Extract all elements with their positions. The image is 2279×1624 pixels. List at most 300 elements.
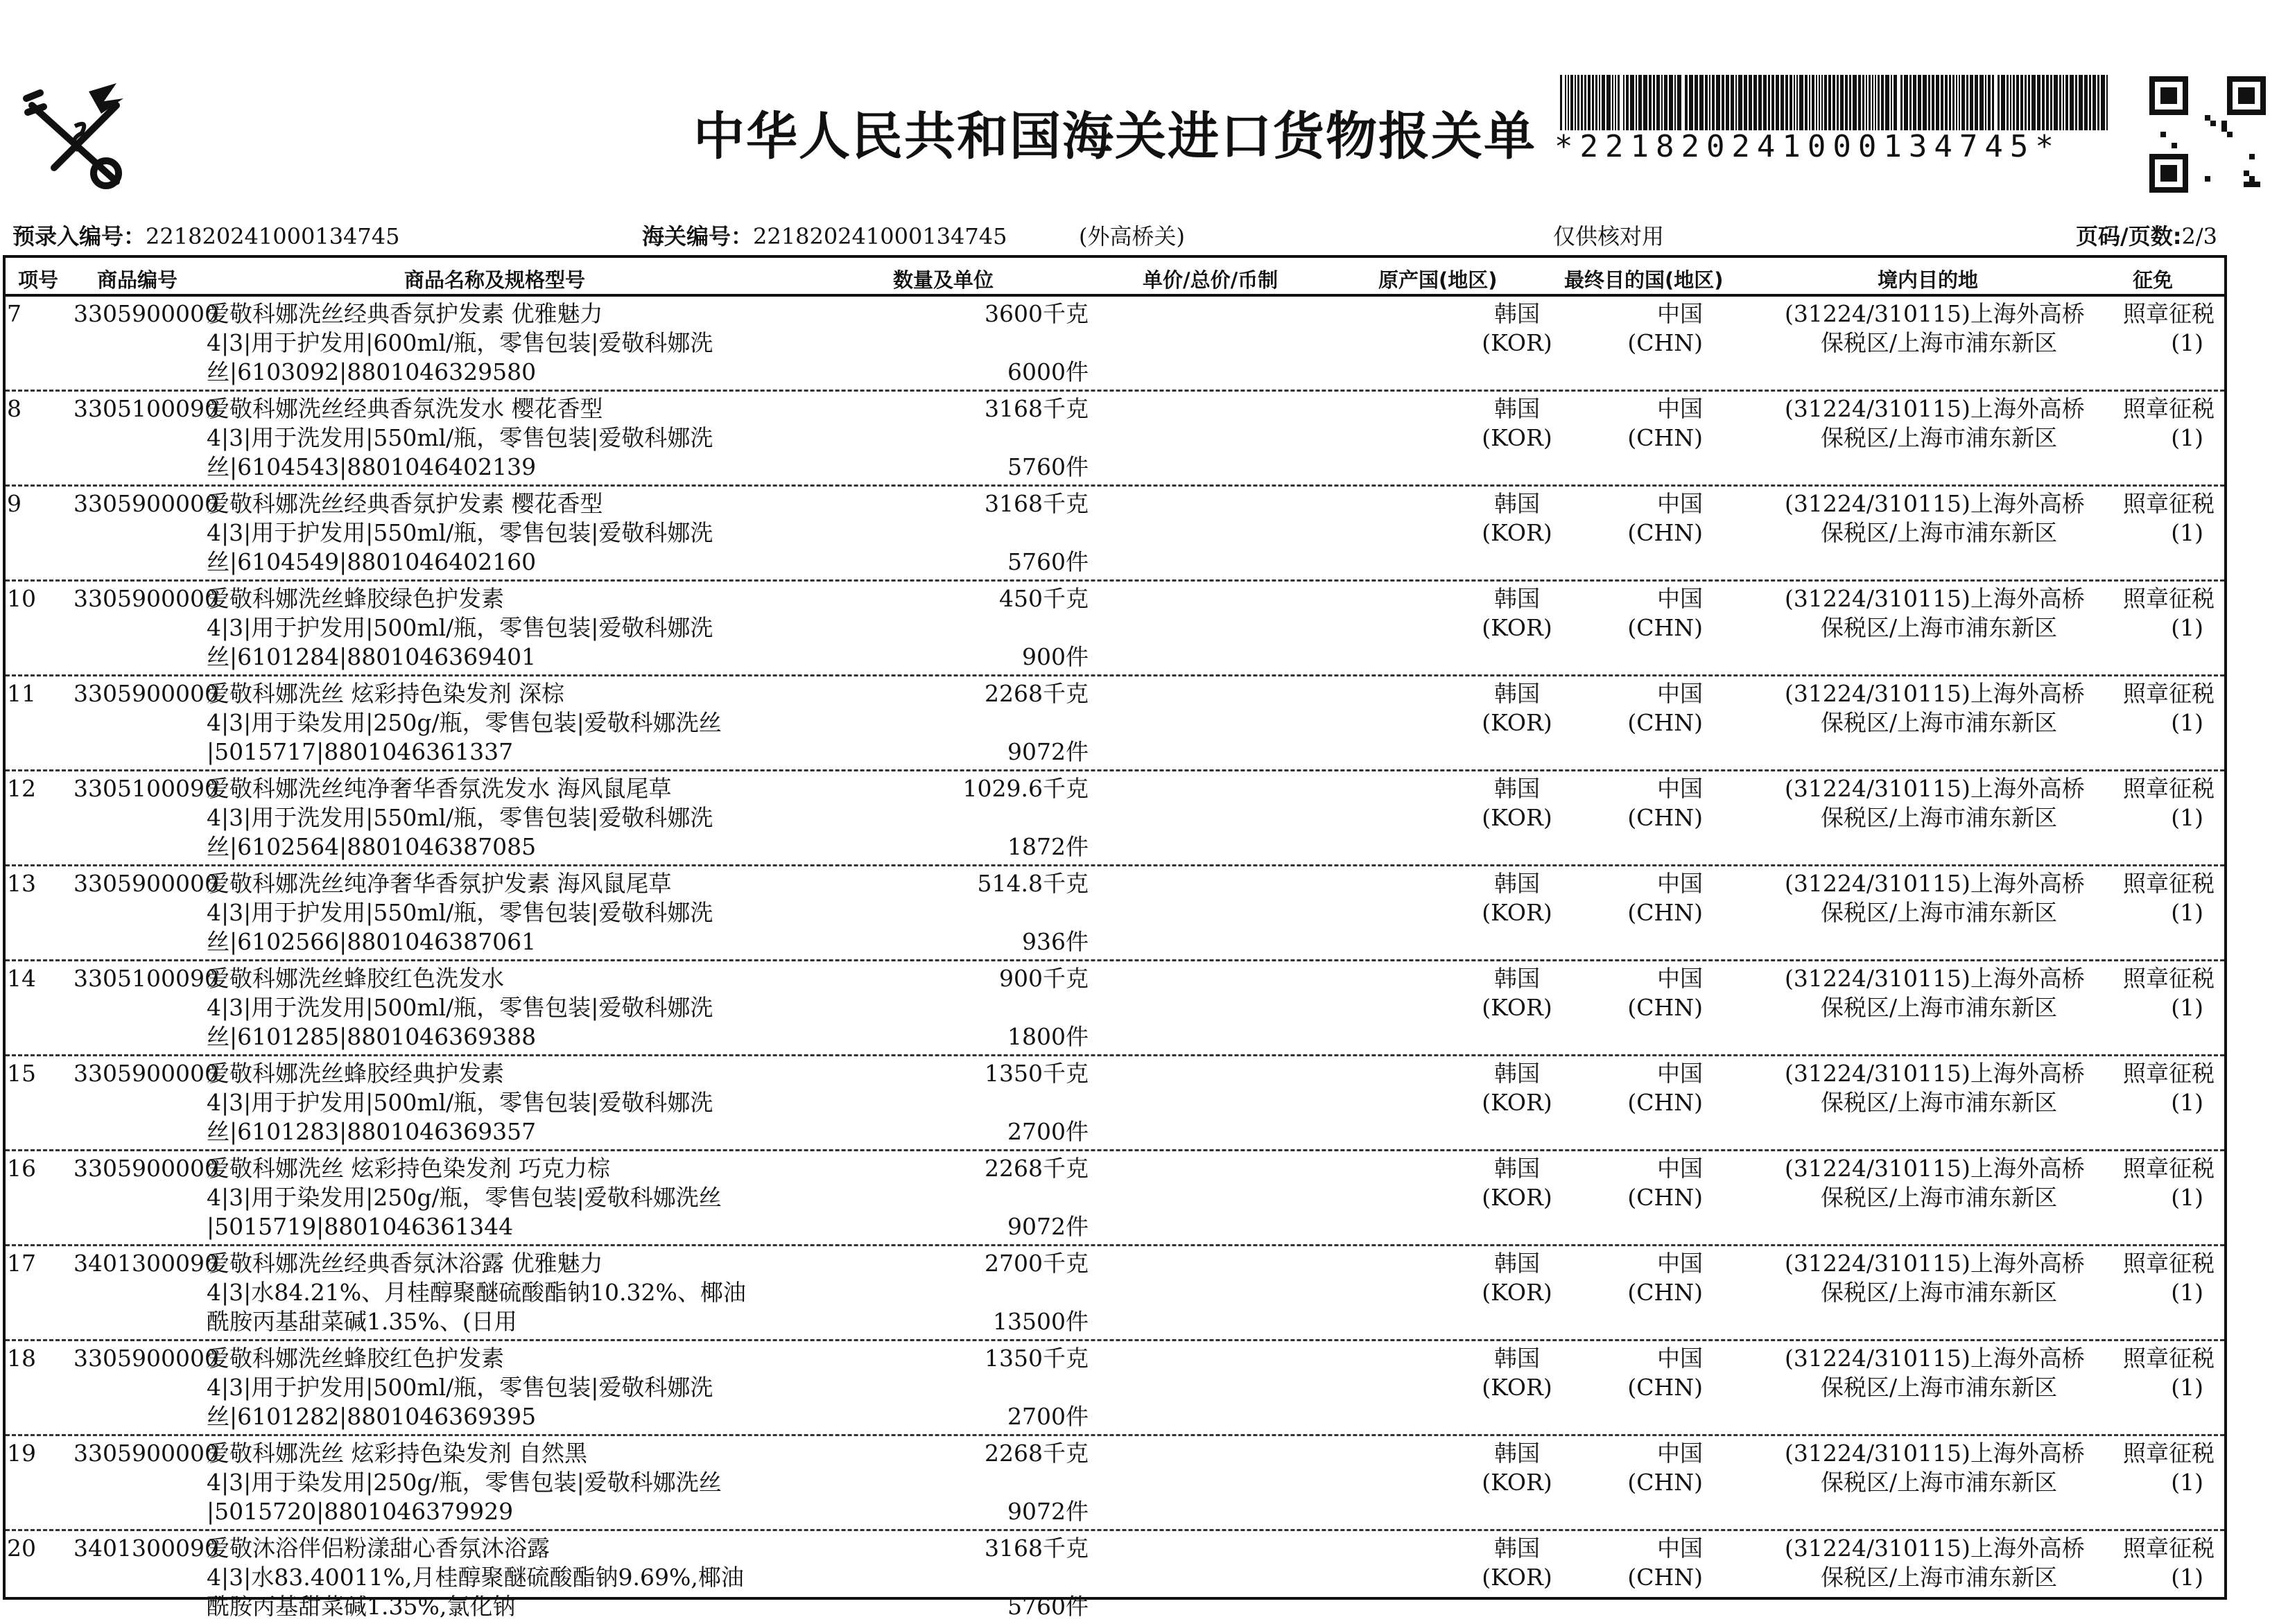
product-name: 爱敬科娜洗丝经典香氛护发素 樱花香型 [207,490,603,517]
qr-module [2160,132,2166,137]
domestic-destination-line2: 保税区/上海市浦东新区 [1821,899,2058,926]
barcode-bar [1709,75,1710,130]
destination-country-code: (CHN) [1627,804,1703,831]
barcode-bar [2046,75,2049,130]
product-spec-line2: 丝|6101282|8801046369395 [207,1403,537,1430]
barcode-bar [1858,75,1861,130]
domestic-destination-line2: 保税区/上海市浦东新区 [1821,1279,2058,1306]
destination-country: 中国 [1657,1440,1703,1467]
levy-method: 照章征税 [2123,1440,2215,1467]
barcode-bar [1913,75,1916,130]
barcode-bar [1785,75,1788,130]
table-row [6,866,2224,961]
table-row [6,961,2224,1056]
document-title: 中华人民共和国海关进口货物报关单 [693,107,1536,166]
barcode-bar [2070,75,2074,130]
barcode-bar [1689,75,1693,130]
product-name: 爱敬科娜洗丝蜂胶经典护发素 [207,1060,504,1087]
product-spec-line2: 丝|6101283|8801046369357 [207,1118,537,1145]
item-no: 12 [7,775,36,802]
destination-country-code: (CHN) [1627,614,1703,641]
commodity-code: 3305900000 [73,1440,219,1467]
barcode-bar [1735,75,1737,130]
domestic-destination-line1: (31224/310115)上海外高桥 [1785,1060,2085,1087]
barcode-bar [1966,75,1968,130]
barcode-bar [2075,75,2077,130]
barcode-bar [1812,75,1814,130]
item-no: 10 [7,585,36,612]
barcode-bar [1560,75,1562,130]
origin-country-code: (KOR) [1482,1089,1552,1116]
barcode-bar [1816,75,1817,130]
destination-country-code: (CHN) [1627,899,1703,926]
barcode-bar [1970,75,1973,130]
product-spec-line1: 4|3|用于护发用|500ml/瓶，零售包装|爱敬科娜洗 [207,614,713,641]
levy-method: 照章征税 [2123,1155,2215,1182]
commodity-code: 3305100090 [73,395,219,422]
domestic-destination-line2: 保税区/上海市浦东新区 [1821,804,2058,831]
commodity-code: 3305900000 [73,300,219,327]
origin-country: 韩国 [1494,585,1540,612]
barcode-bar [1753,75,1757,130]
barcode-bar [2079,75,2083,130]
barcode-bar [1891,75,1892,130]
destination-country: 中国 [1657,395,1703,422]
levy-method: 照章征税 [2123,585,2215,612]
barcode-bar [1664,75,1667,130]
item-no: 13 [7,870,36,897]
product-spec-line2: |5015717|8801046361337 [207,738,514,765]
domestic-destination-line2: 保税区/上海市浦东新区 [1821,614,2058,641]
origin-country-code: (KOR) [1482,424,1552,451]
origin-country: 韩国 [1494,1535,1540,1562]
barcode-bar [1872,75,1873,130]
barcode-bar [1923,75,1927,130]
product-name: 爱敬科娜洗丝纯净奢华香氛洗发水 海风鼠尾草 [207,775,672,802]
barcode-bar [1959,75,1960,130]
barcode-bar [1904,75,1908,130]
barcode-bar [1705,75,1708,130]
origin-country: 韩国 [1494,490,1540,517]
levy-code: (1) [2171,1469,2203,1496]
barcode-bar [1985,75,1986,130]
quantity-weight: 2268千克 [985,1440,1089,1467]
page-value: 2/3 [2181,223,2217,250]
table-row [6,1436,2224,1531]
quantity-weight: 1350千克 [985,1345,1089,1372]
product-spec-line2: |5015719|8801046361344 [207,1213,514,1240]
barcode-icon [1560,75,2108,130]
item-no: 16 [7,1155,36,1182]
domestic-destination-line1: (31224/310115)上海外高桥 [1785,680,2085,707]
commodity-code: 3305900000 [73,1155,219,1182]
qr-module [2160,165,2177,182]
levy-code: (1) [2171,709,2203,736]
col-commodity-code: 商品编号 [97,268,178,292]
barcode-bar [1799,75,1803,130]
table-row [6,1056,2224,1151]
product-spec-line1: 4|3|用于染发用|250g/瓶，零售包装|爱敬科娜洗丝 [207,709,722,736]
origin-country: 韩国 [1494,395,1540,422]
barcode-bar [1699,75,1704,130]
customs-value: 221820241000134745 [753,223,1007,250]
customs-number [642,219,1007,251]
table-body [6,297,2224,1624]
product-spec-line2: 丝|6104549|8801046402160 [207,548,537,575]
commodity-code: 3305100090 [73,775,219,802]
barcode-bar [1612,75,1613,130]
quantity-weight: 3168千克 [985,395,1089,422]
quantity-pieces: 2700件 [1007,1118,1089,1145]
col-destination-country: 最终目的国(地区) [1564,268,1724,292]
product-spec-line2: |5015720|8801046379929 [207,1498,514,1525]
item-no: 14 [7,965,36,992]
col-price-currency: 单价/总价/币制 [1143,268,1279,292]
product-spec-line1: 4|3|用于洗发用|550ml/瓶，零售包装|爱敬科娜洗 [207,424,713,451]
barcode-bar [2013,75,2015,130]
origin-country-code: (KOR) [1482,614,1552,641]
barcode-bar [1936,75,1939,130]
quantity-pieces: 13500件 [993,1308,1089,1335]
product-name: 爱敬科娜洗丝 炫彩持色染发剂 巧克力棕 [207,1155,610,1182]
barcode-bar [1685,75,1688,130]
barcode-bar [1763,75,1767,130]
barcode-bar [1618,75,1620,130]
levy-code: (1) [2171,1564,2203,1591]
barcode-bar [2092,75,2096,130]
origin-country-code: (KOR) [1482,1564,1552,1591]
barcode-bar [1738,75,1742,130]
destination-country: 中国 [1657,300,1703,327]
domestic-destination-line1: (31224/310115)上海外高桥 [1785,490,2085,517]
destination-country-code: (CHN) [1627,424,1703,451]
commodity-code: 3305900000 [73,680,219,707]
destination-country: 中国 [1657,1250,1703,1277]
barcode-bar [1956,75,1957,130]
quantity-pieces: 936件 [1022,928,1089,955]
col-item-no: 项号 [18,268,59,292]
barcode-bar [1595,75,1597,130]
destination-country-code: (CHN) [1627,1564,1703,1591]
barcode-bar [2050,75,2052,130]
barcode-bar [2101,75,2105,130]
destination-country-code: (CHN) [1627,519,1703,546]
table-row [6,487,2224,582]
qr-code-icon [2149,76,2266,193]
barcode-bar [1638,75,1642,130]
barcode-bar [1653,75,1655,130]
item-no: 7 [7,300,21,327]
barcode-bar [2065,75,2068,130]
barcode-bar [2010,75,2011,130]
barcode-bar [1941,75,1943,130]
barcode-bar [1961,75,1965,130]
barcode-bar [1677,75,1681,130]
barcode-bar [1643,75,1647,130]
commodity-code: 3305900000 [73,1345,219,1372]
barcode-bar [1809,75,1810,130]
levy-method: 照章征税 [2123,395,2215,422]
barcode-bar [1758,75,1762,130]
table-header [6,258,2224,297]
barcode-bar [1565,75,1566,130]
quantity-weight: 3168千克 [985,1535,1089,1562]
commodity-code: 3305900000 [73,1060,219,1087]
levy-code: (1) [2171,1374,2203,1401]
barcode-bar [1636,75,1637,130]
barcode-bar [1768,75,1770,130]
barcode-bar [1606,75,1611,130]
item-no: 18 [7,1345,36,1372]
barcode-bar [1712,75,1715,130]
levy-method: 照章征税 [2123,870,2215,897]
qr-module [2244,171,2249,176]
barcode-bar [1649,75,1652,130]
quantity-weight: 1350千克 [985,1060,1089,1087]
origin-country: 韩国 [1494,680,1540,707]
origin-country: 韩国 [1494,1440,1540,1467]
barcode-bar [1824,75,1827,130]
barcode-bar [1885,75,1889,130]
origin-country-code: (KOR) [1482,899,1552,926]
levy-method: 照章征税 [2123,1535,2215,1562]
product-spec-line2: 丝|6102564|8801046387085 [207,833,537,860]
destination-country-code: (CHN) [1627,1469,1703,1496]
levy-code: (1) [2171,804,2203,831]
domestic-destination-line1: (31224/310115)上海外高桥 [1785,1155,2085,1182]
quantity-weight: 2700千克 [985,1250,1089,1277]
destination-country: 中国 [1657,680,1703,707]
origin-country: 韩国 [1494,1345,1540,1372]
barcode-bar [1992,75,1994,130]
barcode-bar [1862,75,1864,130]
barcode-bar [1828,75,1831,130]
barcode-bar [1790,75,1792,130]
col-levy: 征免 [2133,268,2174,292]
destination-country-code: (CHN) [1627,709,1703,736]
domestic-destination-line2: 保税区/上海市浦东新区 [1821,1564,2058,1591]
barcode-bar [1894,75,1897,130]
domestic-destination-line2: 保税区/上海市浦东新区 [1821,329,2058,356]
page-label: 页码/页数: [2076,223,2182,250]
levy-code: (1) [2171,899,2203,926]
origin-country-code: (KOR) [1482,804,1552,831]
domestic-destination-line1: (31224/310115)上海外高桥 [1785,585,2085,612]
commodity-code: 3305100090 [73,965,219,992]
qr-module [2221,126,2227,132]
domestic-destination-line2: 保税区/上海市浦东新区 [1821,1374,2058,1401]
destination-country-code: (CHN) [1627,329,1703,356]
barcode-bar [1780,75,1784,130]
barcode-bar [1866,75,1867,130]
product-spec-line1: 4|3|用于护发用|550ml/瓶，零售包装|爱敬科娜洗 [207,519,713,546]
product-name: 爱敬科娜洗丝经典香氛沐浴露 优雅魅力 [207,1250,603,1277]
barcode-bar [1592,75,1594,130]
quantity-pieces: 9072件 [1007,1498,1089,1525]
barcode-bar [1695,75,1698,130]
preentry-value: 221820241000134745 [146,223,400,250]
domestic-destination-line1: (31224/310115)上海外高桥 [1785,300,2085,327]
col-domestic-destination: 境内目的地 [1878,268,1979,292]
item-no: 19 [7,1440,36,1467]
barcode-bar [1928,75,1930,130]
levy-code: (1) [2171,614,2203,641]
barcode-bar [1588,75,1591,130]
barcode-bar [1716,75,1720,130]
commodity-code: 3305900000 [73,870,219,897]
barcode-bar [1584,75,1586,130]
barcode-bar [1979,75,1984,130]
table-row [6,1341,2224,1436]
quantity-weight: 1029.6千克 [962,775,1089,802]
origin-country: 韩国 [1494,965,1540,992]
barcode-bar [1674,75,1676,130]
barcode-bar [1661,75,1663,130]
preentry-number [12,219,399,251]
barcode-bar [1869,75,1871,130]
page-number [2076,219,2217,251]
qr-module [2244,182,2249,187]
table-row [6,1531,2224,1624]
barcode-bar [2001,75,2005,130]
product-spec-line2: 丝|6103092|8801046329580 [207,358,537,385]
product-spec-line1: 4|3|用于洗发用|550ml/瓶，零售包装|爱敬科娜洗 [207,804,713,831]
destination-country-code: (CHN) [1627,1089,1703,1116]
origin-country-code: (KOR) [1482,1374,1552,1401]
barcode-text: *221820241000134745* [1554,129,2061,164]
product-name: 爱敬科娜洗丝蜂胶绿色护发素 [207,585,504,612]
product-name: 爱敬科娜洗丝蜂胶红色洗发水 [207,965,504,992]
product-name: 爱敬科娜洗丝经典香氛洗发水 樱花香型 [207,395,603,422]
domestic-destination-line2: 保税区/上海市浦东新区 [1821,994,2058,1021]
barcode-bar [1881,75,1884,130]
barcode-bar [2084,75,2088,130]
levy-method: 照章征税 [2123,1060,2215,1087]
levy-code: (1) [2171,329,2203,356]
table-row [6,1246,2224,1341]
destination-country: 中国 [1657,965,1703,992]
qr-module [2205,176,2210,182]
quantity-weight: 900千克 [999,965,1089,992]
barcode-bar [2042,75,2045,130]
barcode-bar [1726,75,1729,130]
quantity-weight: 2268千克 [985,680,1089,707]
product-name: 爱敬沐浴伴侣粉漾甜心香氛沐浴露 [207,1535,550,1562]
quantity-pieces: 5760件 [1007,548,1089,575]
barcode-bar [1875,75,1876,130]
barcode-bar [1918,75,1921,130]
barcode-bar [1845,75,1848,130]
commodity-code: 3401300090 [73,1250,219,1277]
customs-emblem-icon [12,78,137,202]
barcode-bar [1776,75,1779,130]
quantity-pieces: 9072件 [1007,738,1089,765]
domestic-destination-line2: 保税区/上海市浦东新区 [1821,519,2058,546]
origin-country-code: (KOR) [1482,1469,1552,1496]
product-spec-line1: 4|3|用于护发用|600ml/瓶，零售包装|爱敬科娜洗 [207,329,713,356]
destination-country: 中国 [1657,1155,1703,1182]
barcode-bar [1577,75,1579,130]
levy-method: 照章征税 [2123,1250,2215,1277]
origin-country-code: (KOR) [1482,519,1552,546]
levy-method: 照章征税 [2123,300,2215,327]
domestic-destination-line1: (31224/310115)上海外高桥 [1785,1250,2085,1277]
barcode-bar [1945,75,1948,130]
barcode-bar [1599,75,1600,130]
barcode-bar [2097,75,2099,130]
barcode-bar [1909,75,1912,130]
product-spec-line1: 4|3|用于洗发用|500ml/瓶，零售包装|爱敬科娜洗 [207,994,713,1021]
barcode-bar [1988,75,1991,130]
barcode-bar [1626,75,1629,130]
product-spec-line1: 4|3|用于染发用|250g/瓶，零售包装|爱敬科娜洗丝 [207,1469,722,1496]
destination-country: 中国 [1657,870,1703,897]
product-name: 爱敬科娜洗丝 炫彩持色染发剂 深棕 [207,680,564,707]
domestic-destination-line2: 保税区/上海市浦东新区 [1821,709,2058,736]
barcode-bar [1853,75,1857,130]
destination-country: 中国 [1657,1535,1703,1562]
product-spec-line1: 4|3|水83.40011%,月桂醇聚醚硫酸酯钠9.69%,椰油 [207,1564,744,1591]
quantity-pieces: 1872件 [1007,833,1089,860]
domestic-destination-line1: (31224/310115)上海外高桥 [1785,965,2085,992]
destination-country-code: (CHN) [1627,1374,1703,1401]
destination-country: 中国 [1657,585,1703,612]
qr-module [2205,115,2210,121]
quantity-pieces: 900件 [1022,643,1089,670]
col-origin-country: 原产国(地区) [1378,268,1498,292]
barcode-bar [1932,75,1934,130]
product-spec-line1: 4|3|用于护发用|500ml/瓶，零售包装|爱敬科娜洗 [207,1089,713,1116]
barcode-bar [1568,75,1569,130]
qr-module [2249,176,2255,182]
customs-label: 海关编号： [642,223,754,250]
levy-code: (1) [2171,1089,2203,1116]
barcode-bar [1837,75,1839,130]
barcode-bar [1731,75,1734,130]
levy-method: 照章征税 [2123,490,2215,517]
quantity-weight: 3168千克 [985,490,1089,517]
item-no: 15 [7,1060,36,1087]
barcode-bar [1805,75,1808,130]
barcode-bar [1819,75,1820,130]
barcode-bar [2059,75,2061,130]
barcode-bar [1878,75,1880,130]
barcode-bar [1749,75,1752,130]
table-row [6,771,2224,866]
commodity-code: 3401300090 [73,1535,219,1562]
origin-country: 韩国 [1494,870,1540,897]
barcode-bar [2020,75,2023,130]
product-spec-line2: 酰胺丙基甜菜碱1.35%,氯化钠 [207,1593,516,1620]
product-spec-line2: 丝|6104543|8801046402139 [207,453,537,480]
domestic-destination-line1: (31224/310115)上海外高桥 [1785,1535,2085,1562]
item-no: 11 [7,680,36,707]
levy-method: 照章征税 [2123,1345,2215,1372]
origin-country: 韩国 [1494,775,1540,802]
levy-code: (1) [2171,424,2203,451]
quantity-weight: 2268千克 [985,1155,1089,1182]
barcode-bar [2007,75,2009,130]
barcode-bar [1771,75,1774,130]
quantity-pieces: 1800件 [1007,1023,1089,1050]
qr-module [2255,182,2260,187]
barcode-bar [1744,75,1747,130]
destination-country-code: (CHN) [1627,994,1703,1021]
product-name: 爱敬科娜洗丝 炫彩持色染发剂 自然黑 [207,1440,587,1467]
product-name: 爱敬科娜洗丝纯净奢华香氛护发素 海风鼠尾草 [207,870,672,897]
item-no: 20 [7,1535,36,1562]
qr-module [2227,132,2233,137]
